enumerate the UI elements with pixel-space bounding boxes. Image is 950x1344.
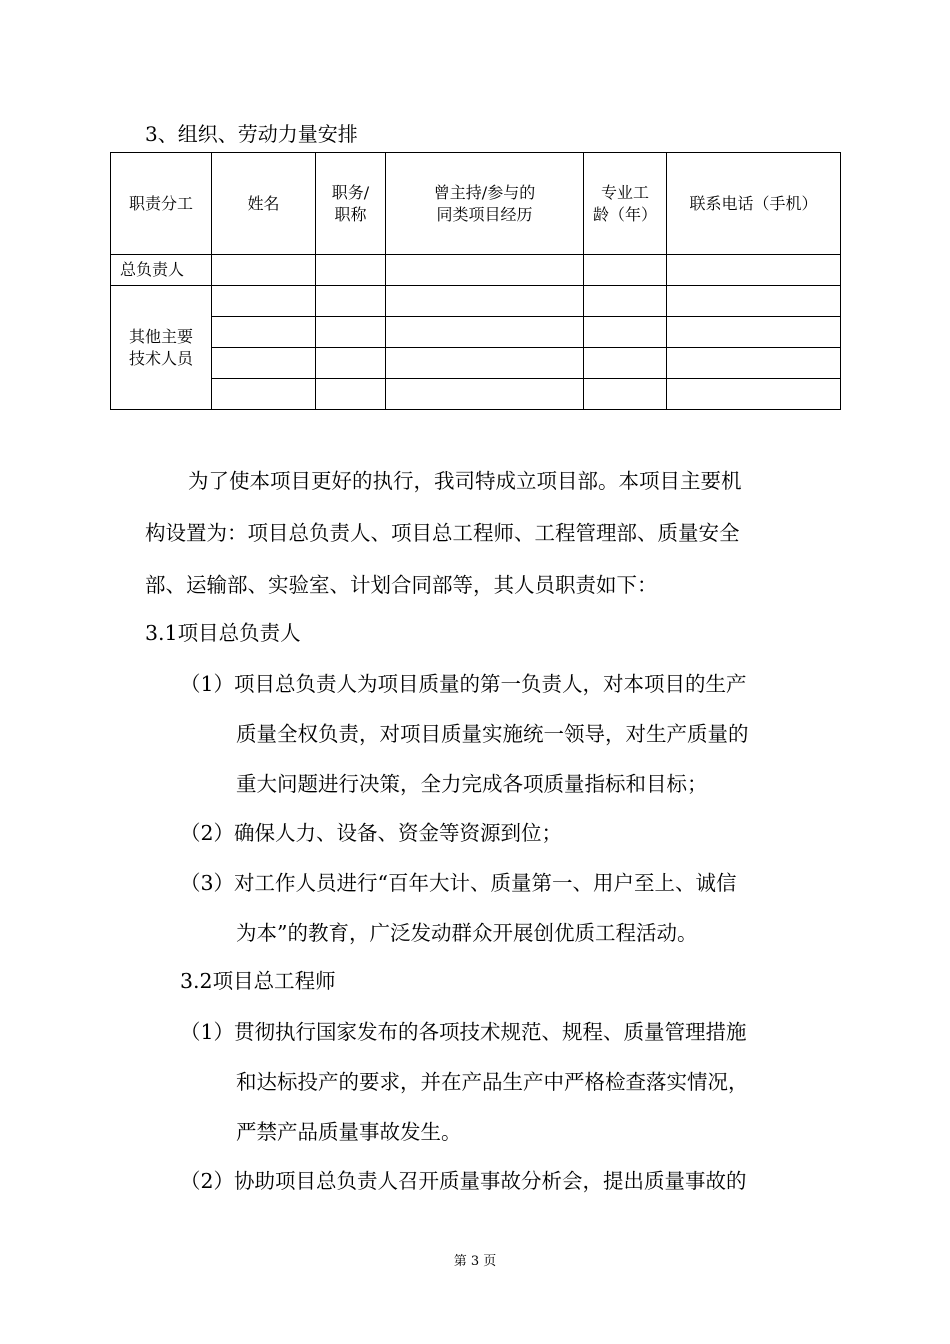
item-3-2-1-line-1: （1）贯彻执行国家发布的各项技术规范、规程、质量管理措施 xyxy=(180,1020,747,1044)
table-cell xyxy=(667,348,841,379)
header-role: 职责分工 xyxy=(111,153,212,255)
table-row xyxy=(111,379,841,410)
row-label-others: 其他主要 技术人员 xyxy=(111,286,212,410)
table-cell xyxy=(584,348,667,379)
table-cell xyxy=(584,255,667,286)
table-row-leader xyxy=(111,255,841,286)
table-cell xyxy=(212,255,316,286)
table-header-row xyxy=(111,153,841,255)
item-3-1-1-line-3: 重大问题进行决策，全力完成各项质量指标和目标； xyxy=(236,772,708,796)
item-3-2-1-line-3: 严禁产品质量事故发生。 xyxy=(236,1120,462,1144)
header-years: 专业工 龄（年） xyxy=(584,153,667,255)
intro-line-2: 构设置为：项目总负责人、项目总工程师、工程管理部、质量安全 xyxy=(145,521,740,545)
table-cell xyxy=(316,379,386,410)
heading-3-2: 3.2项目总工程师 xyxy=(180,969,336,993)
table-cell xyxy=(584,317,667,348)
item-3-1-1-line-2: 质量全权负责，对项目质量实施统一领导，对生产质量的 xyxy=(236,722,749,746)
table-cell xyxy=(667,379,841,410)
item-3-2-1-line-2: 和达标投产的要求，并在产品生产中严格检查落实情况， xyxy=(236,1070,749,1094)
table-cell xyxy=(316,317,386,348)
table-row xyxy=(111,348,841,379)
heading-3-1: 3.1项目总负责人 xyxy=(145,621,301,645)
item-3-1-3-line-2: 为本”的教育，广泛发动群众开展创优质工程活动。 xyxy=(236,921,698,945)
table-cell xyxy=(667,255,841,286)
table-cell xyxy=(212,379,316,410)
item-3-2-2-line-1: （2）协助项目总负责人召开质量事故分析会，提出质量事故的 xyxy=(180,1169,747,1193)
table-cell xyxy=(212,317,316,348)
item-3-1-2: （2）确保人力、设备、资金等资源到位； xyxy=(180,821,563,845)
table-cell xyxy=(386,348,584,379)
table-cell xyxy=(212,348,316,379)
table-cell xyxy=(316,255,386,286)
table-cell xyxy=(386,317,584,348)
header-phone: 联系电话（手机） xyxy=(667,153,841,255)
intro-line-3: 部、运输部、实验室、计划合同部等，其人员职责如下： xyxy=(145,573,658,597)
table-cell xyxy=(316,348,386,379)
row-label-leader: 总负责人 xyxy=(111,255,212,286)
header-title: 职务/ 职称 xyxy=(316,153,386,255)
table-cell xyxy=(386,286,584,317)
staff-table xyxy=(110,152,841,410)
table-cell xyxy=(316,286,386,317)
item-3-1-3-line-1: （3）对工作人员进行“百年大计、质量第一、用户至上、诚信 xyxy=(180,871,737,895)
table-cell xyxy=(386,255,584,286)
table-row xyxy=(111,317,841,348)
table-row-others xyxy=(111,286,841,317)
table-cell xyxy=(584,379,667,410)
header-name: 姓名 xyxy=(212,153,316,255)
table-cell xyxy=(667,286,841,317)
table-cell xyxy=(667,317,841,348)
item-3-1-1-line-1: （1）项目总负责人为项目质量的第一负责人，对本项目的生产 xyxy=(180,672,747,696)
section-title: 3、组织、劳动力量安排 xyxy=(145,122,358,146)
table-cell xyxy=(212,286,316,317)
table-cell xyxy=(386,379,584,410)
intro-line-1: 为了使本项目更好的执行，我司特成立项目部。本项目主要机 xyxy=(188,469,742,493)
page-number: 第 3 页 xyxy=(453,1254,497,1269)
header-experience: 曾主持/参与的 同类项目经历 xyxy=(386,153,584,255)
table-cell xyxy=(584,286,667,317)
